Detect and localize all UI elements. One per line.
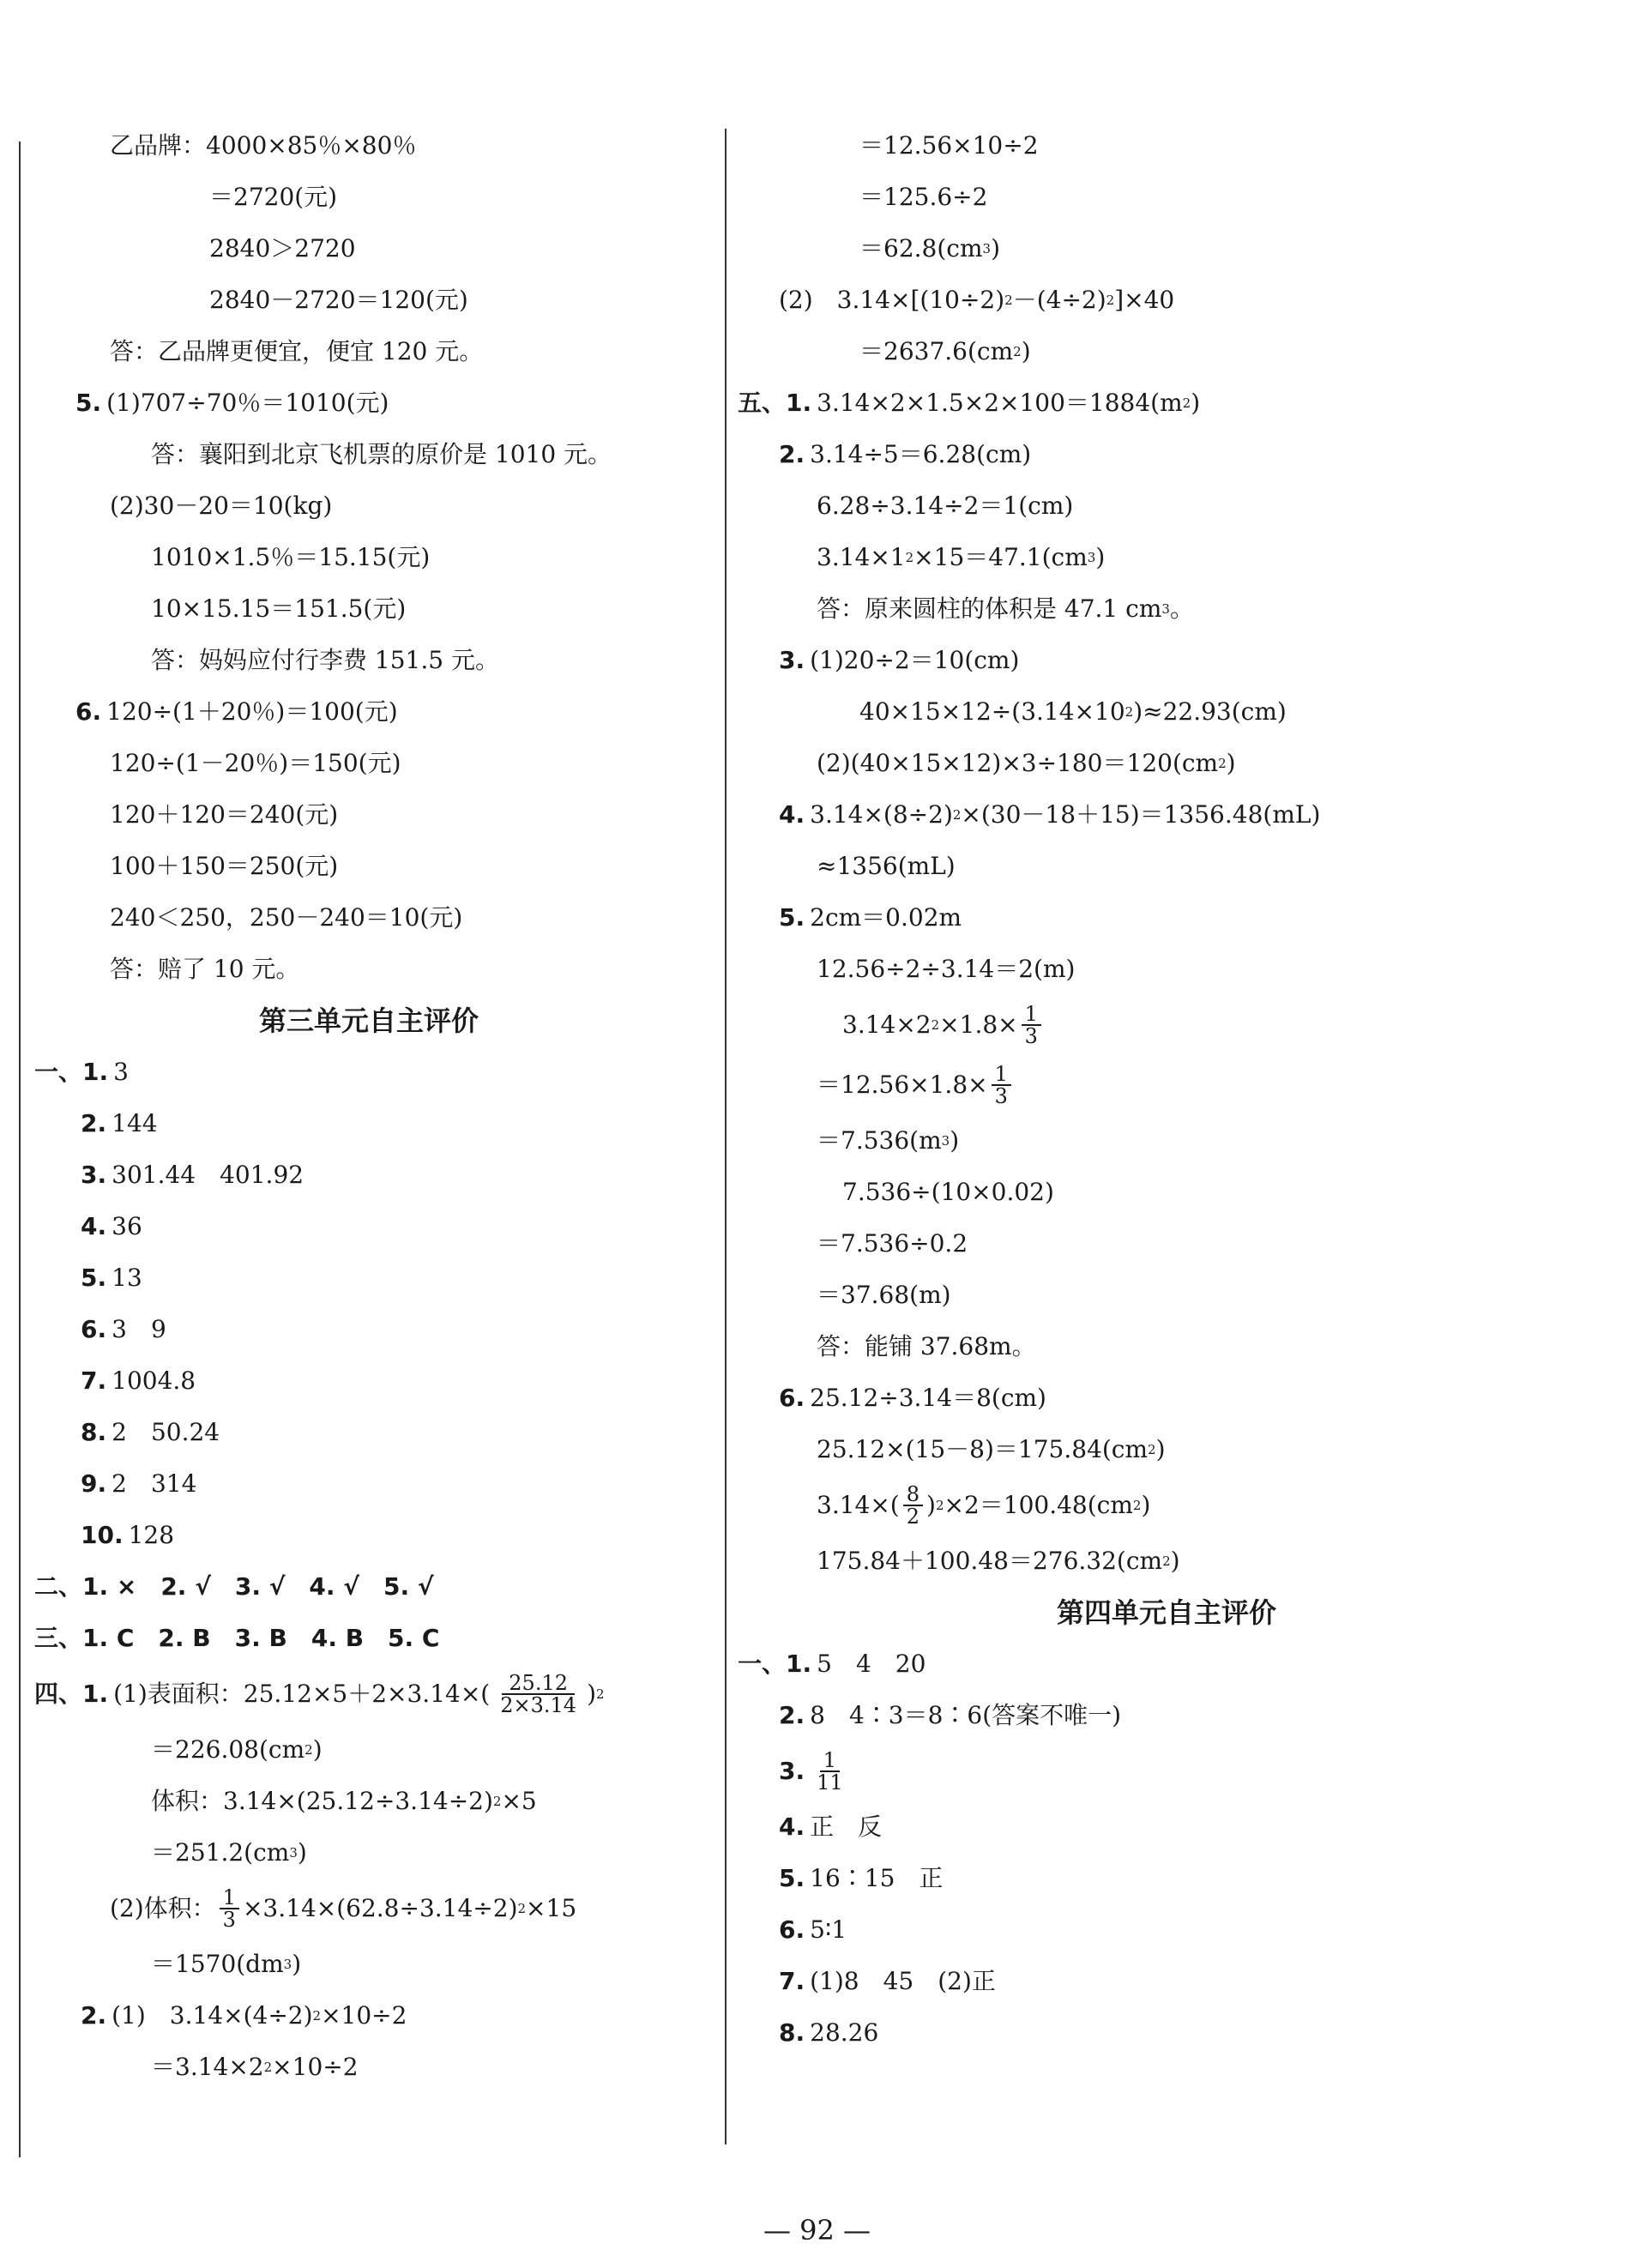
text-line: 3.14×1 2 ×15＝47.1(cm 3 ) — [817, 543, 1106, 571]
text-line: (2) 3.14×[(10÷2) 2 －(4÷2) 2 ]×40 — [779, 286, 1175, 314]
text-line: 6. 3 9 — [81, 1315, 166, 1343]
text-line: 答：襄阳到北京飞机票的原价是 1010 元。 — [151, 440, 612, 468]
text-line: 2. 144 — [81, 1109, 158, 1137]
page-number: — 92 — — [763, 2214, 871, 2247]
text-line: 6. 5∶1 — [779, 1915, 847, 1944]
text-line: 7.536÷(10×0.02) — [842, 1178, 1054, 1206]
text-line: 3.14×2 2 ×1.8× $\frac{1}{3}$ — [738, 995, 1595, 1055]
section-four-item-2: 2. (1) 3.14×(4÷2) 2 ×10÷2 — [81, 2001, 407, 2030]
text-line: ＝37.68(m) — [817, 1281, 951, 1309]
text-line: (2)体积： $\frac{1}{3}$ ×3.14×(62.8÷3.14÷2) 2 ×15 — [110, 1885, 577, 1932]
text-line: 答：乙品牌更便宜，便宜 120 元。 — [110, 337, 484, 365]
section-five-item-6: 6. 25.12÷3.14＝8(cm) — [779, 1384, 1046, 1412]
text-line: 8. 28.26 — [779, 2018, 879, 2047]
section-five-item-3: 3. (1)20÷2＝10(cm) — [779, 646, 1020, 674]
text-line: 120÷(1－20％)＝150(元) — [110, 749, 401, 777]
left-column — [34, 120, 703, 2093]
text-line: 7. 1004.8 — [81, 1366, 196, 1395]
question-6: 6. 120÷(1＋20％)＝100(元) — [75, 697, 398, 726]
text-line: ＝2637.6(cm 2 ) — [859, 337, 1031, 365]
section-two: 二、1. × 2. √ 3. √ 4. √ 5. √ — [34, 1572, 434, 1601]
question-5: 5. (1)707÷70％＝1010(元) — [75, 389, 389, 417]
text-line: 8. 2 50.24 — [81, 1418, 220, 1446]
text-line: ＝12.56×1.8× $\frac{1}{3}$ — [738, 1055, 1595, 1115]
text-line: 5. 13 — [81, 1264, 142, 1292]
text-line: 6.28÷3.14÷2＝1(cm) — [817, 492, 1074, 520]
text-line: 答：赔了 10 元。 — [110, 955, 300, 983]
section-heading-unit4: 第四单元自主评价 — [1056, 1596, 1276, 1629]
section-heading-unit3: 第三单元自主评价 — [258, 1004, 479, 1037]
section-five-item-1: 五、1. 3.14×2×1.5×2×100＝1884(m 2 ) — [738, 389, 1201, 417]
text-line: 体积：3.14×(25.12÷3.14÷2) 2 ×5 — [151, 1787, 537, 1815]
section-one-item-1: 一、1. 3 — [34, 1058, 129, 1086]
text-line: 答：能铺 37.68m。 — [817, 1332, 1036, 1360]
text-line: 40×15×12÷(3.14×10 2 )≈22.93(cm) — [859, 697, 1287, 726]
text-line: (2)30－20＝10(kg) — [110, 492, 333, 520]
fraction: $\frac{25.12}{2\times 3.14}$ — [500, 1671, 577, 1717]
text-line: 2. 8 4∶3＝8∶6(答案不唯一) — [779, 1701, 1122, 1729]
text-line: 2840＞2720 — [209, 234, 356, 262]
text-line: 答：妈妈应付行李费 151.5 元。 — [151, 646, 499, 674]
text-line: 240＜250，250－240＝10(元) — [110, 903, 463, 932]
text-line: ＝7.536÷0.2 — [817, 1229, 968, 1258]
section-five-item-2: 2. 3.14÷5＝6.28(cm) — [779, 440, 1032, 468]
text-line: 5. 16∶15 正 — [779, 1864, 944, 1892]
fraction: $\frac{1}{3}$ — [220, 1887, 239, 1930]
fraction: $\frac{1}{3}$ — [1022, 1004, 1041, 1047]
right-column — [738, 120, 1595, 2059]
section-three: 三、1. C 2. B 3. B 4. B 5. C — [34, 1624, 440, 1652]
text-line: ＝3.14×2 2 ×10÷2 — [151, 2053, 359, 2081]
section-four-item-1: 四、1. (1)表面积：25.12×5＋2×3.14×( $\frac{25.12}{2\times 3.14}$ ) 2 — [34, 1671, 605, 1717]
text-line: ＝2720(元) — [209, 183, 338, 211]
text-line: 100＋150＝250(元) — [110, 852, 339, 880]
text-line: 10×15.15＝151.5(元) — [151, 594, 407, 623]
text-line: 3.14×( $\frac{8}{2}$ ) 2 ×2＝100.48(cm 2 ) — [817, 1482, 1151, 1529]
text-line: 1010×1.5％＝15.15(元) — [151, 543, 431, 571]
text-line: ＝226.08(cm 2 ) — [151, 1735, 323, 1764]
fraction: $\frac{1}{11}$ — [817, 1748, 843, 1794]
text-line: 答：原来圆柱的体积是 47.1 cm 3 。 — [817, 594, 1194, 623]
text-line: 12.56÷2÷3.14＝2(m) — [817, 955, 1076, 983]
text-line: ＝12.56×10÷2 — [859, 131, 1039, 160]
section-five-item-4: 4. 3.14×(8÷2) 2 ×(30－18＋15)＝1356.48(mL) — [779, 800, 1321, 829]
text-line: 7. (1)8 45 (2)正 — [779, 1967, 996, 1995]
text-line: ＝251.2(cm 3 ) — [151, 1838, 307, 1867]
text-line: 2840－2720＝120(元) — [209, 286, 468, 314]
text-line: ＝125.6÷2 — [859, 183, 988, 211]
text-line: 乙品牌：4000×85％×80％ — [110, 131, 417, 160]
text-line: 3. $\frac{1}{11}$ — [738, 1741, 1595, 1801]
text-line: 4. 36 — [81, 1212, 142, 1240]
text-line: ＝7.536(m 3 ) — [817, 1126, 960, 1155]
text-line: 120＋120＝240(元) — [110, 800, 339, 829]
fraction: $\frac{1}{3}$ — [992, 1064, 1011, 1107]
left-margin-rule — [19, 142, 21, 2157]
column-divider — [725, 129, 727, 2144]
text-line: 175.84＋100.48＝276.32(cm 2 ) — [817, 1547, 1180, 1575]
text-line: ≈1356(mL) — [817, 852, 956, 880]
text-line: ＝1570(dm 3 ) — [151, 1950, 302, 1978]
text-line: 9. 2 314 — [81, 1469, 197, 1498]
text-line: 10. 128 — [81, 1521, 175, 1549]
text-line: 25.12×(15－8)＝175.84(cm 2 ) — [817, 1435, 1166, 1463]
unit4-section-one-item-1: 一、1. 5 4 20 — [738, 1650, 926, 1678]
text-line: ＝62.8(cm 3 ) — [859, 234, 1000, 262]
text-line: 3. 301.44 401.92 — [81, 1161, 304, 1189]
text-line: 4. 正 反 — [779, 1813, 883, 1841]
text-line: (2)(40×15×12)×3÷180＝120(cm 2 ) — [817, 749, 1236, 777]
fraction: $\frac{8}{2}$ — [903, 1484, 923, 1527]
section-five-item-5: 5. 2cm＝0.02m — [779, 903, 962, 932]
